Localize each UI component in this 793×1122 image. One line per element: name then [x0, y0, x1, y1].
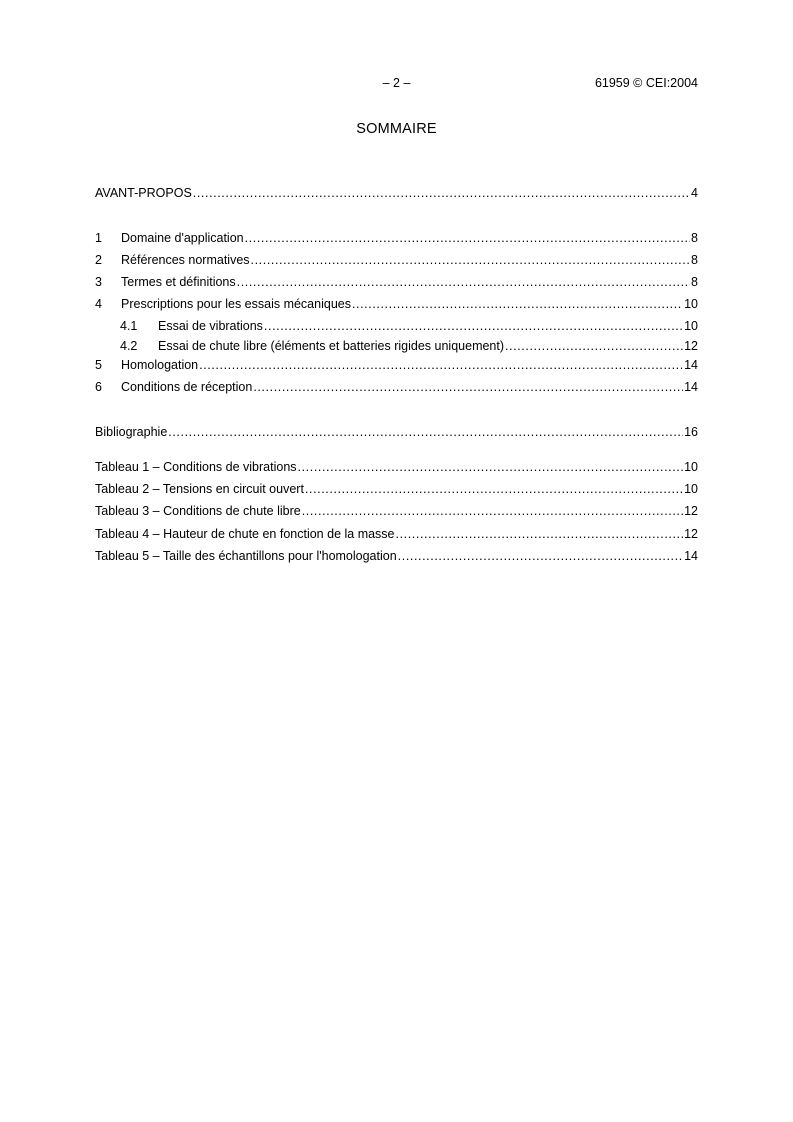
toc-entry-table-1[interactable] [95, 460, 698, 476]
toc-leader-dots [302, 504, 683, 518]
toc-leader-dots [237, 275, 690, 289]
toc-entry-page: 10 [684, 297, 698, 311]
toc-entry-label: Prescriptions pour les essais mécaniques [121, 297, 351, 311]
toc-entry-label: AVANT-PROPOS [95, 186, 192, 200]
page-title: SOMMAIRE [356, 121, 437, 137]
toc-entry-page: 16 [684, 425, 698, 439]
page-header [95, 76, 698, 92]
toc-entry-clause-6[interactable] [95, 380, 698, 396]
toc-entry-number: 4.2 [120, 339, 138, 353]
toc-entry-number: 3 [95, 275, 102, 289]
toc-leader-dots [396, 527, 684, 541]
toc-entry-clause-4[interactable] [95, 297, 698, 313]
toc-entry-page: 10 [684, 319, 698, 333]
toc-entry-number: 1 [95, 231, 102, 245]
toc-entry-table-3[interactable] [95, 504, 698, 520]
toc-entry-page: 4 [691, 186, 698, 200]
toc-entry-page: 14 [684, 358, 698, 372]
toc-entry-clause-4-2[interactable] [120, 339, 698, 355]
toc-entry-table-4[interactable] [95, 527, 698, 543]
toc-entry-table-2[interactable] [95, 482, 698, 498]
toc-entry-label: Domaine d'application [121, 231, 244, 245]
toc-entry-table-5[interactable] [95, 549, 698, 565]
toc-entry-page: 10 [684, 482, 698, 496]
toc-entry-bibliography[interactable] [95, 425, 698, 441]
toc-leader-dots [245, 231, 690, 245]
toc-entry-page: 14 [684, 549, 698, 563]
toc-leader-dots [264, 319, 683, 333]
toc-entry-page: 14 [684, 380, 698, 394]
toc-entry-number: 4 [95, 297, 102, 311]
toc-entry-label: Homologation [121, 358, 199, 372]
toc-leader-dots [253, 380, 683, 394]
toc-leader-dots [193, 186, 690, 200]
toc-entry-label: Tableau 4 – Hauteur de chute en fonction de la masse [95, 527, 395, 541]
toc-entry-label: Bibliographie [95, 425, 168, 439]
page-number: – 2 – [382, 76, 411, 90]
toc-entry-label: Essai de vibrations [158, 319, 263, 333]
toc-entry-clause-5[interactable] [95, 358, 698, 374]
document-reference: 61959 © CEI:2004 [594, 76, 698, 90]
toc-entry-clause-3[interactable] [95, 275, 698, 291]
toc-entry-label: Tableau 3 – Conditions de chute libre [95, 504, 301, 518]
toc-entry-label: Tableau 5 – Taille des échantillons pour l'homologation [95, 549, 397, 563]
toc-entry-page: 8 [691, 253, 698, 267]
toc-leader-dots [505, 339, 683, 353]
toc-entry-number: 4.1 [120, 319, 138, 333]
toc-entry-number: 2 [95, 253, 102, 267]
toc-leader-dots [352, 297, 683, 311]
toc-entry-page: 12 [684, 504, 698, 518]
toc-leader-dots [305, 482, 683, 496]
toc-entry-foreword[interactable] [95, 186, 698, 202]
toc-leader-dots [168, 425, 683, 439]
toc-entry-clause-1[interactable] [95, 231, 698, 247]
toc-entry-clause-2[interactable] [95, 253, 698, 269]
toc-entry-label: Termes et définitions [121, 275, 236, 289]
toc-entry-label: Références normatives [121, 253, 250, 267]
toc-entry-page: 12 [684, 527, 698, 541]
toc-entry-label: Conditions de réception [121, 380, 253, 394]
toc-entry-page: 10 [684, 460, 698, 474]
toc-entry-page: 8 [691, 275, 698, 289]
toc-entry-label: Tableau 1 – Conditions de vibrations [95, 460, 297, 474]
toc-leader-dots [398, 549, 683, 563]
toc-leader-dots [298, 460, 684, 474]
toc-entry-clause-4-1[interactable] [120, 319, 698, 335]
toc-leader-dots [251, 253, 691, 267]
toc-leader-dots [199, 358, 683, 372]
toc-entry-label: Essai de chute libre (éléments et batteries rigides uniquement) [158, 339, 505, 353]
toc-entry-number: 6 [95, 380, 102, 394]
toc-entry-number: 5 [95, 358, 102, 372]
toc-entry-page: 12 [684, 339, 698, 353]
toc-entry-label: Tableau 2 – Tensions en circuit ouvert [95, 482, 304, 496]
toc-entry-page: 8 [691, 231, 698, 245]
